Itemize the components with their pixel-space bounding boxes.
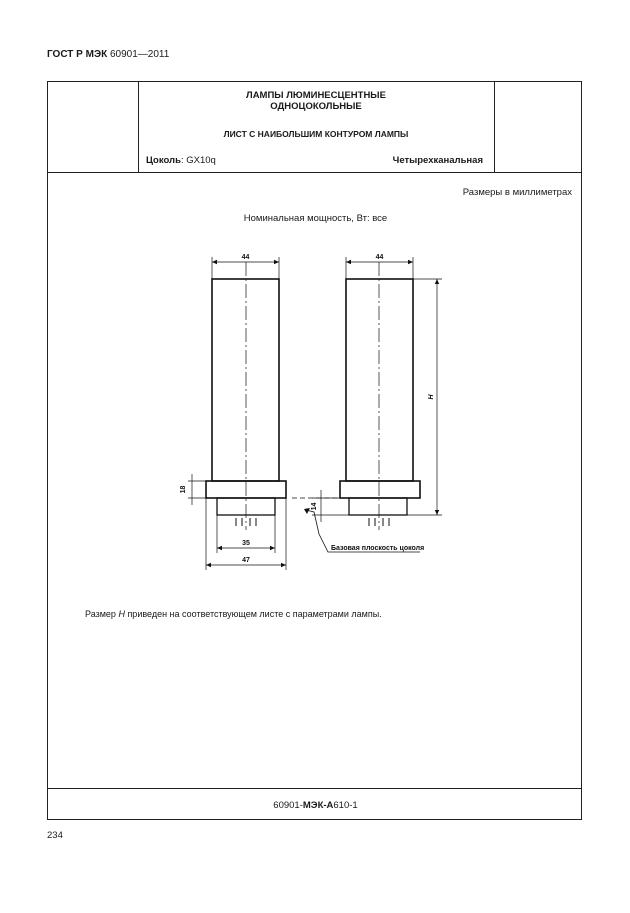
dim-18: 18 (180, 485, 187, 494)
code-suffix: 610-1 (333, 800, 358, 811)
dim-H: H (428, 394, 435, 400)
power-note: Номинальная мощность, Вт: все (243, 213, 388, 224)
dim-44-right: 44 (375, 254, 384, 261)
base-label: Цоколь (146, 155, 181, 166)
base-plane-label: Базовая плоскость цоколя (331, 545, 425, 552)
note-prefix: Размер (85, 609, 119, 619)
code-prefix: 60901- (273, 800, 303, 811)
dim-35: 35 (242, 540, 250, 547)
title-line-2: ОДНОЦОКОЛЬНЫЕ (270, 101, 362, 112)
dim-14: 14 (311, 502, 318, 511)
standard-prefix: ГОСТ Р МЭК (47, 49, 108, 60)
dim-44-left: 44 (241, 254, 250, 261)
page-number: 234 (47, 830, 63, 841)
note-variable: H (118, 609, 125, 619)
standard-number: 60901—2011 (109, 49, 170, 60)
code-bold: МЭК-А (302, 800, 334, 811)
lamp-front-view (188, 257, 286, 570)
sheet-subtitle: ЛИСТ С НАИБОЛЬШИМ КОНТУРОМ ЛАМПЫ (223, 129, 409, 139)
units-note: Размеры в миллиметрах (462, 187, 572, 198)
title-line-1: ЛАМПЫ ЛЮМИНЕСЦЕНТНЫЕ (246, 90, 386, 101)
dim-47: 47 (242, 557, 250, 564)
note-suffix: приведен на соответствующем листе с параметрами лампы. (124, 609, 382, 619)
base-value: : GX10q (180, 155, 216, 166)
channel-type: Четырехканальная (392, 155, 483, 166)
